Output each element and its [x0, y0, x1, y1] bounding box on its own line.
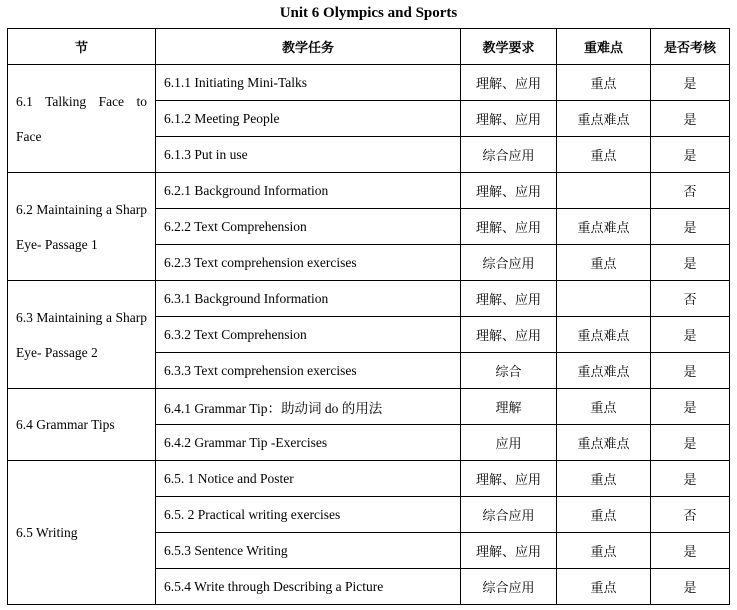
table-header [8, 29, 730, 65]
task-cell: 6.5.3 Sentence Writing [156, 533, 461, 569]
task-cell: 6.1.3 Put in use [156, 137, 461, 173]
key-point-cell: 重点难点 [557, 425, 651, 461]
task-cell: 6.2.1 Background Information [156, 173, 461, 209]
header-requirement: 教学要求 [461, 29, 557, 65]
header-row [8, 29, 730, 65]
task-cell: 6.3.1 Background Information [156, 281, 461, 317]
assessed-cell: 是 [651, 65, 730, 101]
key-point-cell: 重点 [557, 245, 651, 281]
key-point-cell: 重点 [557, 461, 651, 497]
assessed-cell: 是 [651, 533, 730, 569]
task-cell: 6.1.1 Initiating Mini-Talks [156, 65, 461, 101]
key-point-cell: 重点 [557, 137, 651, 173]
task-cell: 6.5. 2 Practical writing exercises [156, 497, 461, 533]
key-point-cell [557, 281, 651, 317]
task-cell: 6.1.2 Meeting People [156, 101, 461, 137]
assessed-cell: 是 [651, 353, 730, 389]
requirement-cell: 理解、应用 [461, 317, 557, 353]
key-point-cell: 重点 [557, 533, 651, 569]
requirement-cell: 理解、应用 [461, 101, 557, 137]
table-row [8, 65, 730, 101]
key-point-cell [557, 173, 651, 209]
requirement-cell: 综合 [461, 353, 557, 389]
assessed-cell: 是 [651, 137, 730, 173]
section-label: 6.5 Writing [8, 461, 156, 605]
requirement-cell: 理解、应用 [461, 173, 557, 209]
requirement-cell: 理解、应用 [461, 461, 557, 497]
header-section: 节 [8, 29, 156, 65]
key-point-cell: 重点难点 [557, 353, 651, 389]
task-cell: 6.3.3 Text comprehension exercises [156, 353, 461, 389]
header-assessed: 是否考核 [651, 29, 730, 65]
requirement-cell: 理解、应用 [461, 281, 557, 317]
table-row [8, 389, 730, 425]
table-row [8, 461, 730, 497]
table-row [8, 281, 730, 317]
assessed-cell: 是 [651, 389, 730, 425]
key-point-cell: 重点难点 [557, 101, 651, 137]
assessed-cell: 是 [651, 461, 730, 497]
section-label: 6.1 Talking Face to Face [8, 65, 156, 173]
assessed-cell: 否 [651, 173, 730, 209]
assessed-cell: 是 [651, 317, 730, 353]
task-cell: 6.5.4 Write through Describing a Picture [156, 569, 461, 605]
requirement-cell: 理解、应用 [461, 65, 557, 101]
task-cell: 6.5. 1 Notice and Poster [156, 461, 461, 497]
assessed-cell: 是 [651, 569, 730, 605]
assessed-cell: 否 [651, 497, 730, 533]
task-cell: 6.4.2 Grammar Tip -Exercises [156, 425, 461, 461]
syllabus-table [7, 28, 730, 605]
requirement-cell: 综合应用 [461, 497, 557, 533]
requirement-cell: 理解、应用 [461, 533, 557, 569]
assessed-cell: 是 [651, 425, 730, 461]
requirement-cell: 综合应用 [461, 245, 557, 281]
assessed-cell: 否 [651, 281, 730, 317]
requirement-cell: 综合应用 [461, 137, 557, 173]
key-point-cell: 重点 [557, 389, 651, 425]
requirement-cell: 应用 [461, 425, 557, 461]
task-cell: 6.2.2 Text Comprehension [156, 209, 461, 245]
section-label: 6.3 Maintaining a Sharp Eye- Passage 2 [8, 281, 156, 389]
key-point-cell: 重点 [557, 569, 651, 605]
header-key-point: 重难点 [557, 29, 651, 65]
assessed-cell: 是 [651, 101, 730, 137]
key-point-cell: 重点 [557, 65, 651, 101]
requirement-cell: 综合应用 [461, 569, 557, 605]
section-label: 6.2 Maintaining a Sharp Eye- Passage 1 [8, 173, 156, 281]
task-cell: 6.4.1 Grammar Tip：助动词 do 的用法 [156, 389, 461, 425]
table-body [8, 65, 730, 605]
header-task: 教学任务 [156, 29, 461, 65]
table-row [8, 173, 730, 209]
requirement-cell: 理解、应用 [461, 209, 557, 245]
assessed-cell: 是 [651, 245, 730, 281]
assessed-cell: 是 [651, 209, 730, 245]
key-point-cell: 重点难点 [557, 317, 651, 353]
key-point-cell: 重点难点 [557, 209, 651, 245]
requirement-cell: 理解 [461, 389, 557, 425]
document-title: Unit 6 Olympics and Sports [279, 5, 458, 21]
key-point-cell: 重点 [557, 497, 651, 533]
task-cell: 6.2.3 Text comprehension exercises [156, 245, 461, 281]
section-label: 6.4 Grammar Tips [8, 389, 156, 461]
task-cell: 6.3.2 Text Comprehension [156, 317, 461, 353]
